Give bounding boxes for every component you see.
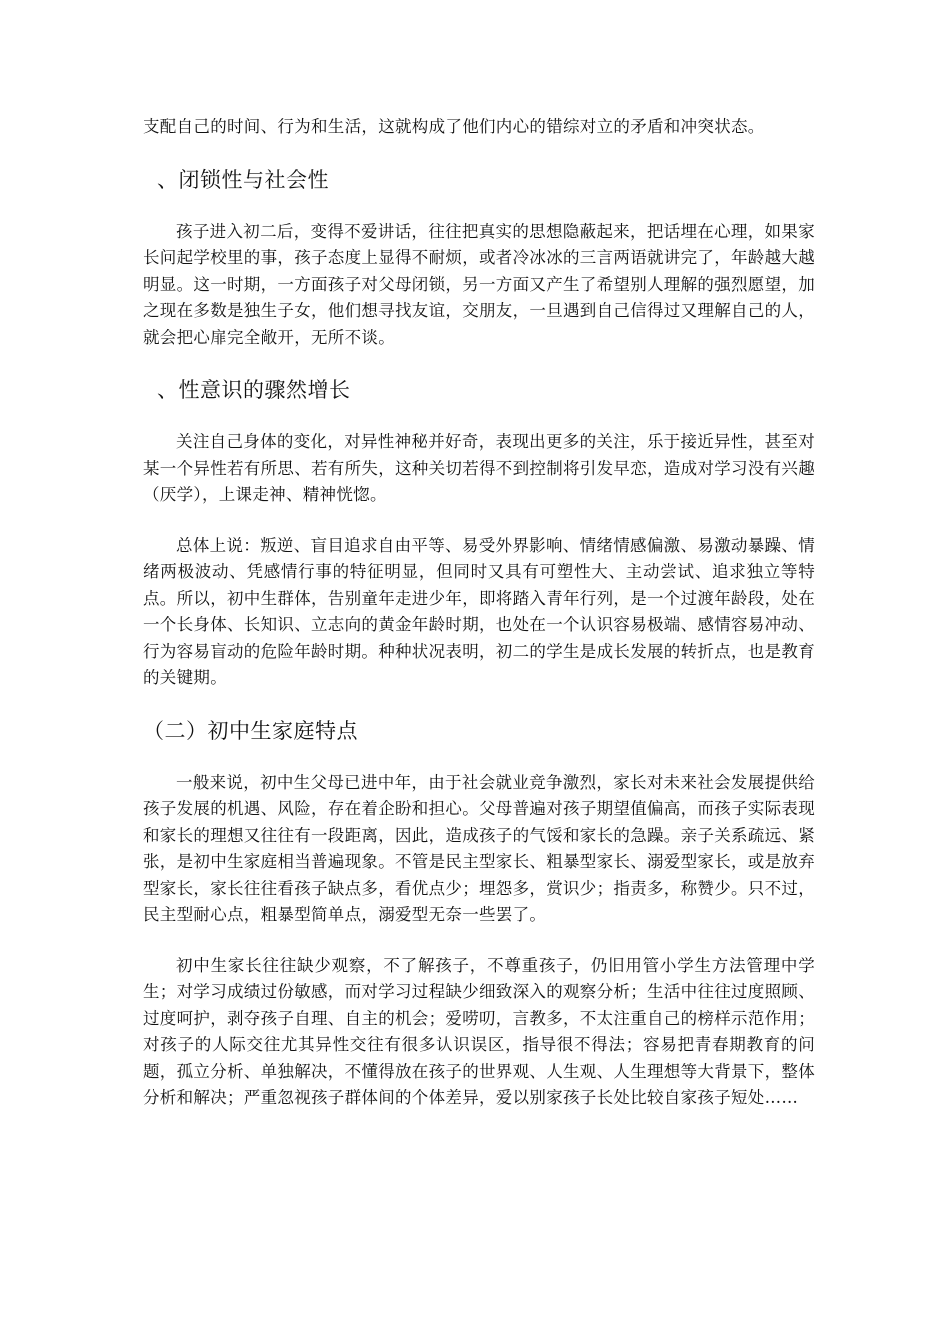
heading-sex-awareness: 、性意识的骤然增长 (157, 378, 351, 402)
paragraph-sex-awareness: 关注自己身体的变化，对异性神秘并好奇，表现出更多的关注，乐于接近异性，甚至对某一个异性若有所思、若有所失，这种关切若得不到控制将引发早恋，造成对学习没有兴趣（厌学），上课走神、精神恍惚。 (143, 432, 815, 504)
paragraph-closed-and-social: 孩子进入初二后，变得不爱讲话，往往把真实的思想隐蔽起来，把话埋在心理，如果家长问起学校里的事，孩子态度上显得不耐烦，或者冷冰冰的三言两语就讲完了，年龄越大越明显。这一时期，一方面孩子对父母闭锁，另一方面又产生了希望别人理解的强烈愿望，加之现在多数是独生子女，他们想寻找友谊，交朋友，一旦遇到自己信得过又理解自己的人，就会把心扉完全敞开，无所不谈。 (143, 221, 815, 347)
spacer (143, 509, 815, 533)
spacer (143, 351, 815, 375)
document-body (143, 114, 815, 1112)
intro-paragraph: 支配自己的时间、行为和生活，这就构成了他们内心的错综对立的矛盾和冲突状态。 (143, 117, 765, 136)
heading-closed-and-social: 、闭锁性与社会性 (157, 167, 329, 192)
paragraph-family-general: 一般来说，初中生父母已进中年，由于社会就业竞争激烈，家长对未来社会发展提供给孩子发展的机遇、风险，存在着企盼和担心。父母普遍对孩子期望值偏高，而孩子实际表现和家长的理想又往往有一段距离，因此，造成孩子的气馁和家长的急躁。亲子关系疏远、紧张，是初中生家庭相当普遍现象。不管是民主型家长、粗暴型家长、溺爱型家长，或是放弃型家长，家长往往看孩子缺点多，看优点少；埋怨多，赏识少；指责多，称赞少。只不过，民主型耐心点，粗暴型简单点，溺爱型无奈一些罢了。 (143, 772, 815, 924)
spacer (143, 195, 815, 219)
spacer (143, 141, 815, 165)
spacer (143, 405, 815, 429)
paragraph-overall-summary: 总体上说：叛逆、盲目追求自由平等、易受外界影响、情绪情感偏激、易激动暴躁、情绪两极波动、凭感情行事的特征明显，但同时又具有可塑性大、主动尝试、追求独立等特点。所以，初中生群体，告别童年走进少年，即将踏入青年行列，是一个过渡年龄段，处在一个长身体、长知识、立志向的黄金年龄时期，也处在一个认识容易极端、感情容易冲动、行为容易盲动的危险年龄时期。种种状况表明，初二的学生是成长发展的转折点，也是教育的关键期。 (143, 535, 815, 687)
heading-family-features: （二）初中生家庭特点 (143, 718, 358, 743)
spacer (143, 746, 815, 770)
paragraph-parent-behaviour: 初中生家长往往缺少观察，不了解孩子，不尊重孩子，仍旧用管小学生方法管理中学生；对学习成绩过份敏感，而对学习过程缺少细致深入的观察分析；生活中往往过度照顾、过度呵护，剥夺孩子自理、自主的机会；爱唠叨，言教多，不太注重自己的榜样示范作用；对孩子的人际交往尤其异性交往有很多认识误区，指导很不得法；容易把青春期教育的问题，孤立分析、单独解决，不懂得放在孩子的世界观、人生观、人生理想等大背景下，整体分析和解决；严重忽视孩子群体间的个体差异，爱以别家孩子长处比较自家孩子短处…… (143, 955, 815, 1107)
spacer (143, 929, 815, 953)
spacer (143, 692, 815, 716)
